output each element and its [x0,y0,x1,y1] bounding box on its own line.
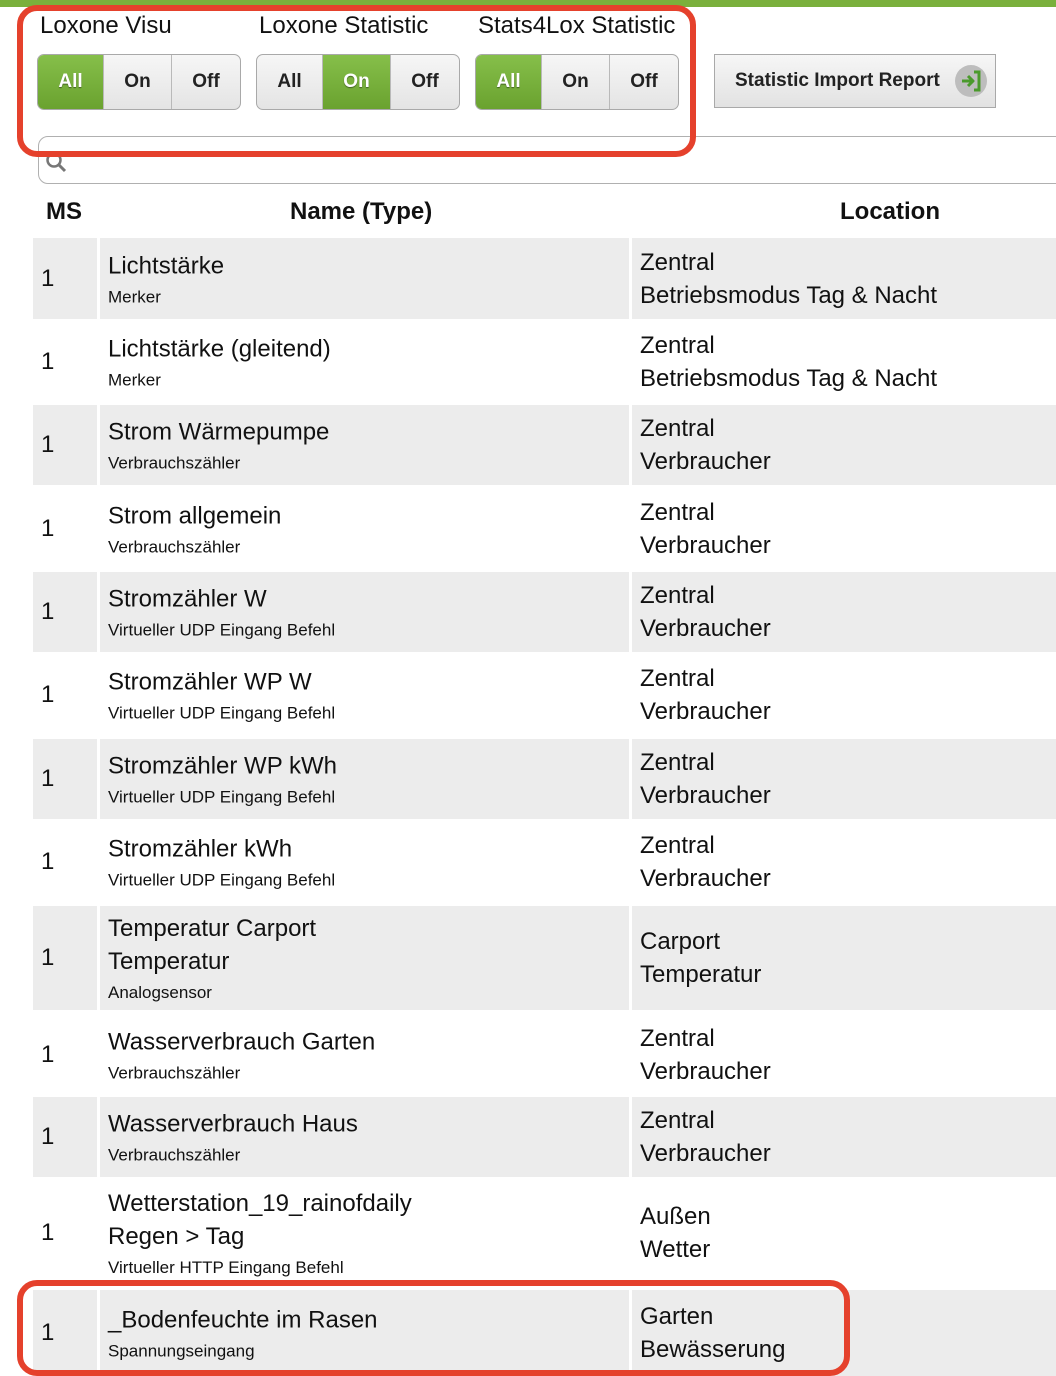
cell-location [632,405,1056,485]
location-text: Zentral [640,749,715,776]
location-text: Verbraucher [640,532,771,559]
cell-ms [33,822,97,902]
type-text: Merker [108,287,161,306]
table-row[interactable] [33,906,1056,1010]
table-row[interactable] [33,1097,1056,1177]
location-text: Verbraucher [640,782,771,809]
filter-label-loxone-visu: Loxone Visu [40,12,172,39]
cell-name-type [100,1181,629,1285]
filter-label-loxone-statistic: Loxone Statistic [259,12,429,39]
location-text: Bewässerung [640,1336,786,1363]
name-text: Wasserverbrauch Garten [108,1028,376,1055]
table-row[interactable] [33,405,1056,485]
header-name-type[interactable]: Name (Type) [290,198,433,225]
cell-location [632,1097,1056,1177]
cell-ms [33,739,97,819]
name-text: Temperatur [108,948,230,975]
location-text: Betriebsmodus Tag & Nacht [640,281,938,309]
header-location[interactable]: Location [840,198,940,225]
location-text: Zentral [640,582,715,609]
type-text: Virtueller UDP Eingang Befehl [108,787,336,807]
location-text: Zentral [640,832,715,859]
ms-value: 1 [41,515,55,542]
ms-value: 1 [41,348,55,375]
location-text: Zentral [640,248,715,276]
name-text: Lichtstärke [108,252,225,279]
type-text: Verbrauchszähler [108,1145,241,1165]
cell-location [632,1014,1056,1095]
cell-name-type [100,822,629,902]
table-row[interactable] [33,655,1056,735]
type-text: Virtueller UDP Eingang Befehl [108,870,336,890]
location-text: Verbraucher [640,615,771,642]
name-text: Wetterstation_19_rainofdaily [108,1190,412,1217]
type-text: Virtueller UDP Eingang Befehl [108,703,336,723]
ms-value: 1 [41,431,55,458]
cell-name-type [100,739,629,819]
type-text: Analogsensor [108,983,212,1002]
seg-loxone-statistic-all[interactable]: All [257,55,323,109]
location-text: Zentral [640,1107,715,1134]
header-ms[interactable]: MS [46,198,82,225]
name-text: Lichtstärke (gleitend) [108,335,331,363]
highlight-filters-box [17,5,696,157]
cell-location [632,322,1056,402]
cell-ms [33,489,97,569]
name-text: Stromzähler W [108,585,267,613]
cell-ms [33,238,97,319]
cell-ms [33,906,97,1010]
location-text: Zentral [640,499,715,526]
type-text: Virtueller HTTP Eingang Befehl [108,1258,344,1277]
location-text: Verbraucher [640,1140,771,1167]
cell-ms [33,1014,97,1095]
table-row[interactable] [33,1181,1056,1285]
filter-label-stats4lox-statistic: Stats4Lox Statistic [478,12,676,39]
name-text: Regen > Tag [108,1223,245,1250]
cell-ms [33,1097,97,1177]
seg-loxone-visu-off[interactable]: Off [192,71,220,92]
location-text: Außen [640,1203,711,1230]
ms-value: 1 [41,681,55,708]
table-row[interactable] [33,489,1056,569]
ms-value: 1 [41,598,55,625]
ms-value: 1 [41,1219,55,1246]
seg-stats4lox-off[interactable]: Off [630,71,658,92]
cell-name-type [100,1014,629,1095]
name-text: Stromzähler WP kWh [108,752,337,780]
type-text: Virtueller UDP Eingang Befehl [108,620,336,640]
name-text: Stromzähler kWh [108,835,293,863]
seg-loxone-statistic-off[interactable]: Off [411,71,439,92]
statistic-import-report-label: Statistic Import Report [735,70,940,91]
name-text: Temperatur Carport [108,915,317,942]
cell-name-type [100,1097,629,1177]
location-text: Verbraucher [640,1057,771,1085]
ms-value: 1 [41,1123,55,1150]
cell-name-type [100,572,629,652]
type-text: Verbrauchszähler [108,1063,241,1082]
ms-value: 1 [41,848,55,875]
import-icon [955,65,987,97]
location-text: Zentral [640,332,715,359]
cell-name-type [100,405,629,485]
name-text: Strom Wärmepumpe [108,418,330,446]
cell-location [632,739,1056,819]
ms-value: 1 [41,1319,55,1346]
type-text: Merker [108,370,161,390]
table-row[interactable] [33,322,1056,402]
name-text: _Bodenfeuchte im Rasen [108,1306,378,1334]
cell-location [632,238,1056,319]
cell-ms [33,322,97,402]
cell-location [632,572,1056,652]
location-text: Temperatur [640,961,762,988]
cell-location [632,822,1056,902]
statistic-import-report-button[interactable] [714,54,996,108]
cell-ms [33,655,97,735]
location-text: Garten [640,1303,714,1330]
seg-loxone-visu-on[interactable]: On [104,55,172,109]
seg-loxone-statistic-on[interactable]: On [323,55,391,109]
cell-location [632,655,1056,735]
cell-name-type [100,238,629,319]
cell-location [632,489,1056,569]
name-text: Wasserverbrauch Haus [108,1110,358,1138]
cell-location [632,906,1056,1010]
location-text: Zentral [640,665,715,692]
location-text: Verbraucher [640,865,771,892]
table-row[interactable] [33,572,1056,652]
ms-value: 1 [41,264,55,292]
cell-name-type [100,655,629,735]
cell-name-type [100,906,629,1010]
table-row[interactable] [33,238,1056,319]
cell-name-type [100,322,629,402]
ms-value: 1 [41,944,55,971]
location-text: Carport [640,928,721,955]
table-row[interactable] [33,1014,1056,1095]
type-text: Spannungseingang [108,1341,255,1361]
name-text: Stromzähler WP W [108,668,312,696]
location-text: Verbraucher [640,698,771,725]
seg-loxone-visu-all[interactable]: All [38,55,104,109]
cell-ms [33,1181,97,1285]
seg-stats4lox-all[interactable]: All [476,55,542,109]
seg-stats4lox-on[interactable]: On [542,55,610,109]
table-row[interactable] [33,822,1056,902]
table-row[interactable] [33,739,1056,819]
location-text: Zentral [640,1024,715,1052]
ms-value: 1 [41,765,55,792]
highlight-last-row-box [17,1280,850,1376]
cell-ms [33,572,97,652]
type-text: Verbrauchszähler [108,453,241,473]
location-text: Wetter [640,1236,711,1263]
type-text: Verbrauchszähler [108,537,241,557]
location-text: Betriebsmodus Tag & Nacht [640,365,938,392]
name-text: Strom allgemein [108,502,282,530]
ms-value: 1 [41,1040,55,1068]
cell-name-type [100,489,629,569]
location-text: Verbraucher [640,448,771,475]
location-text: Zentral [640,415,715,442]
cell-ms [33,405,97,485]
cell-location [632,1181,1056,1285]
